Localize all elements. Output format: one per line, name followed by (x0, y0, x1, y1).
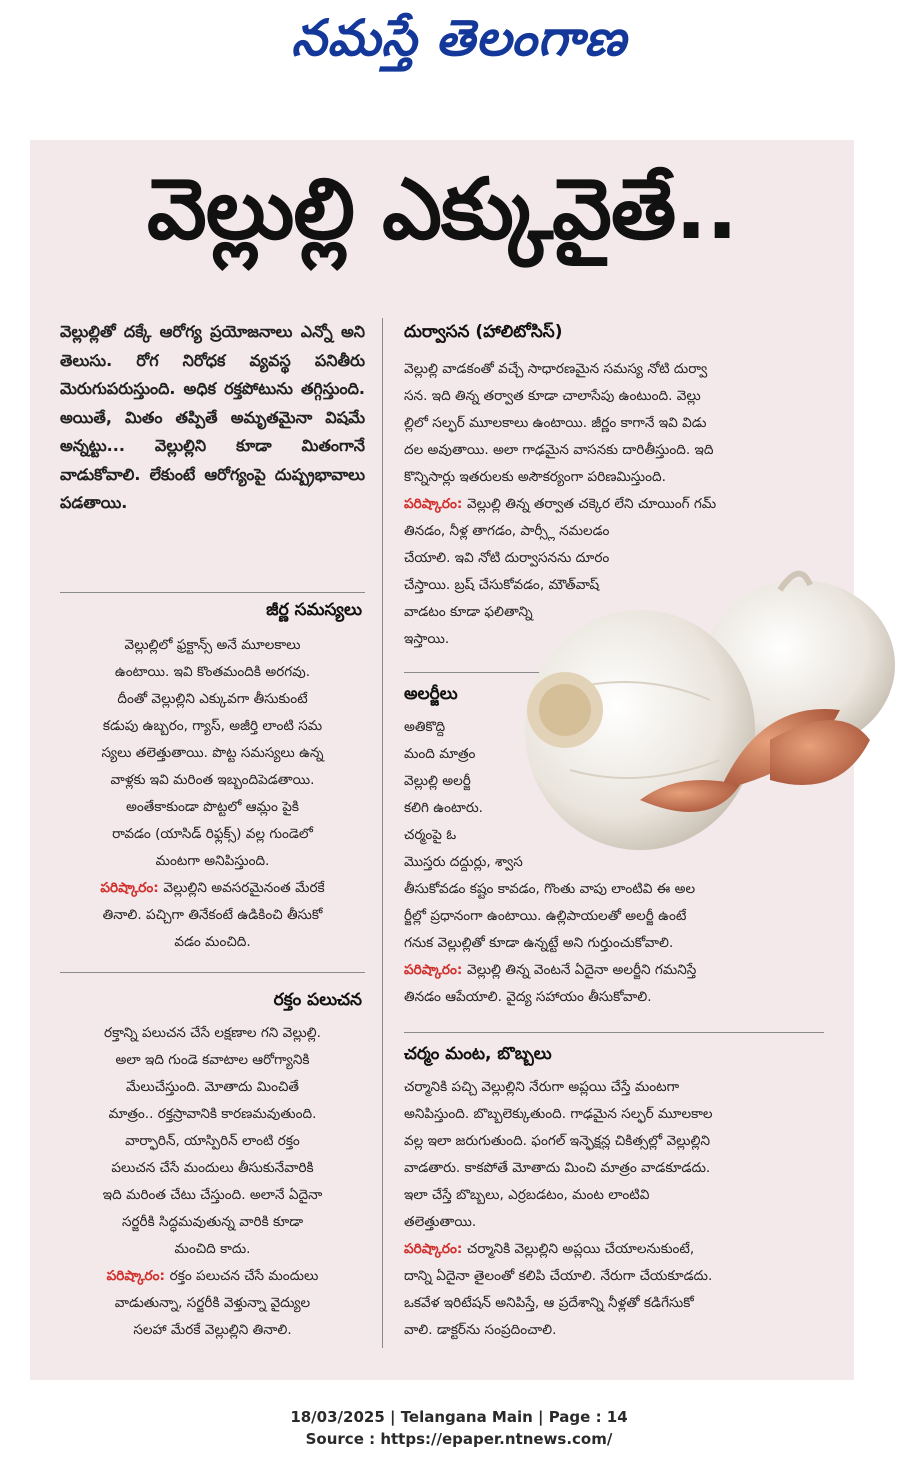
garlic-illustration (510, 570, 910, 870)
solution-line (404, 1290, 824, 1317)
body-line: మాత్రం.. రక్తస్రావానికి కారణమవుతుంది. (108, 1106, 317, 1122)
solution-text: తినడం ఆపేయాలి. వైద్య సహాయం తీసుకోవాలి. (404, 989, 652, 1005)
body-line: మంది మాత్రం (404, 746, 476, 762)
body-line: మేలుచేస్తుంది. మోతాదు మించితే (126, 1079, 299, 1095)
solution-text: వెల్లుల్లిని అవసరమైనంత మేరకే (163, 880, 325, 896)
body-line: తలెత్తుతాయి. (404, 1214, 477, 1230)
body-line: ఉంటాయి. ఇవి కొంతమందికి అరగవు. (114, 664, 311, 680)
solution-text: రక్తం పలుచన చేసే మందులు (169, 1268, 319, 1284)
section-title-blood: రక్తం పలుచన (273, 990, 362, 1010)
body-line: వల్ల ఇలా జరుగుతుంది. ఫంగల్ ఇన్ఫెక్షన్ల చికిత్సల్లో వెల్లుల్లిని (404, 1133, 711, 1149)
body-line: మంచిది కాదు. (174, 1241, 251, 1257)
section-body-digestion (60, 632, 365, 956)
section-title-digestion: జీర్ణ సమస్యలు (266, 600, 362, 620)
intro-paragraph: వెల్లుల్లితో దక్కే ఆరోగ్య ప్రయోజనాలు ఎన్నో అని తెలుసు. రోగ నిరోధక వ్యవస్థ పనితీరు మెరుగుపరుస్తుంది. అధిక రక్తపోటును తగ్గిస్తుంది. అయితే, మితం తప్పితే అమృతమైనా విషమే అన్నట్టు... వెల్లుల్లిని కూడా మితంగానే వాడుకోవాలి. లేకుంటే ఆరోగ్యంపై దుష్ప్రభావాలు పడతాయి. (60, 322, 365, 512)
solution-text: వెల్లుల్లి తిన్న వెంటనే ఏదైనా అలర్జీని గమనిస్తే (467, 962, 697, 978)
solution-line (60, 929, 365, 956)
solution-text: వాలి. డాక్టర్‌ను సంప్రదించాలి. (404, 1322, 557, 1338)
body-line: గనుక వెల్లుల్లితో కూడా ఉన్నట్టే అని గుర్తుంచుకోవాలి. (404, 935, 674, 951)
body-line: దీంతో వెల్లుల్లిని ఎక్కువగా తీసుకుంటే (117, 691, 308, 707)
solution-label: పరిష్కారం: (404, 1241, 468, 1257)
section-title-skin: చర్మం మంట, బొబ్బలు (404, 1044, 552, 1064)
solution-text: చేయాలి. ఇవి నోటి దుర్వాసనను దూరం (404, 550, 610, 566)
article-headline: వెల్లుల్లి ఎక్కువైతే.. (146, 160, 737, 258)
solution-text: చేస్తాయి. బ్రష్ చేసుకోవడం, మౌత్‌వాష్ (404, 577, 600, 593)
solution-line (60, 1317, 365, 1344)
footer-source: Source : https://epaper.ntnews.com/ (305, 1430, 613, 1448)
divider (60, 972, 365, 973)
body-line: వాళ్లకు ఇవి మరింత ఇబ్బందిపెడతాయి. (110, 772, 315, 788)
solution-text: ఇస్తాయి. (404, 631, 450, 647)
body-line: తీసుకోవడం కష్టం కావడం, గొంతు వాపు లాంటివి ఈ అల (404, 881, 696, 897)
body-line: కొన్నిసార్లు ఇతరులకు అసౌకర్యంగా పరిణమిస్తుంది. (404, 469, 666, 485)
masthead-logo: నమస్తే తెలంగాణ (291, 8, 627, 67)
footer-date-edition: 18/03/2025 | Telangana Main | Page : 14 (290, 1408, 628, 1426)
section-body-blood (60, 1020, 365, 1344)
body-line: కలిగి ఉంటారు. (404, 800, 483, 816)
body-line: చర్మానికి పచ్చి వెల్లుల్లిని నేరుగా అప్లయి చేస్తే మంటగా (404, 1079, 680, 1095)
solution-line (60, 1290, 365, 1317)
body-line: స్యలు తలెత్తుతాయి. పొట్ట సమస్యలు ఉన్న (101, 745, 324, 761)
body-line: రావడం (యాసిడ్ రిఫ్లక్స్) వల్ల గుండెలో (112, 826, 313, 842)
body-line: మంటగా అనిపిస్తుంది. (155, 853, 270, 869)
body-line: ఇలా చేస్తే బొబ్బలు, ఎర్రబడటం, మంట లాంటివి (404, 1187, 650, 1203)
solution-line (404, 491, 824, 518)
solution-line (60, 902, 365, 929)
body-line: ఇది మరింత చేటు చేస్తుంది. అలానే ఏదైనా (102, 1187, 323, 1203)
solution-line (404, 518, 824, 545)
solution-label: పరిష్కారం: (106, 1268, 170, 1284)
body-line: అనిపిస్తుంది. బొబ్బలెక్కుతుంది. గాఢమైన సల్ఫర్ మూలకాల (404, 1106, 713, 1122)
column-divider (382, 318, 383, 1348)
section-title-allergy: అలర్జీలు (404, 684, 458, 704)
body-line: వెల్లుల్లిలో ఫ్రక్టాన్స్ అనే మూలకాలు (124, 637, 301, 653)
solution-text: వడం మంచిది. (174, 934, 251, 950)
solution-text: తినడం, నీళ్ల తాగడం, పార్స్లీ నమలడం (404, 523, 610, 539)
solution-line (60, 875, 365, 902)
solution-line (60, 1263, 365, 1290)
solution-line (404, 1263, 824, 1290)
solution-label: పరిష్కారం: (404, 962, 468, 978)
body-line: వెల్లుల్లి వాడకంతో వచ్చే సాధారణమైన సమస్య నోటి దుర్వా (404, 361, 708, 377)
section-title-halitosis: దుర్వాసన (హాలిటోసిస్) (404, 322, 563, 342)
body-line: ల్లిలో సల్ఫర్ మూలకాలు ఉంటాయి. జీర్ణం కాగానే ఇవి విడు (404, 415, 707, 431)
solution-line (404, 545, 824, 572)
section-body-skin (404, 1074, 824, 1344)
body-line: వెల్లుల్లి అలర్జీ (404, 773, 471, 789)
solution-text: వాడటం కూడా ఫలితాన్ని (404, 604, 533, 620)
body-line: సర్జరీకి సిద్ధమవుతున్న వారికి కూడా (121, 1214, 304, 1230)
solution-line (404, 957, 824, 984)
body-line: కడుపు ఉబ్బరం, గ్యాస్, అజీర్తి లాంటి సమ (102, 718, 323, 734)
solution-text: ఒకవేళ ఇరిటేషన్ అనిపిస్తే, ఆ ప్రదేశాన్ని నీళ్లతో కడిగేసుకో (404, 1295, 694, 1311)
solution-line (404, 1317, 824, 1344)
body-line: సన. ఇది తిన్న తర్వాత కూడా చాలాసేపు ఉంటుంది. వెల్లు (404, 388, 701, 404)
body-line: పలుచన చేసే మందులు తీసుకునేవారికి (111, 1160, 314, 1176)
body-line: వాడతారు. కాకపోతే మోతాదు మించి మాత్రం వాడకూడదు. (404, 1160, 711, 1176)
body-line: రక్తాన్ని పలుచన చేసే లక్షణాల గని వెల్లుల్లి. (104, 1025, 321, 1041)
body-line: మొస్తరు దద్దుర్లు, శ్వాస (404, 854, 523, 870)
body-line: వార్ఫారిన్, యాస్పిరిన్ లాంటి రక్తం (125, 1133, 300, 1149)
solution-text: చర్మానికి వెల్లుల్లిని అప్లయి చేయాలనుకుంటే, (467, 1241, 695, 1257)
solution-text: వాడుతున్నా, సర్జరీకి వెళ్తున్నా వైద్యుల (114, 1295, 311, 1311)
solution-text: తినాలి. పచ్చిగా తినేకంటే ఉడికించి తీసుకో (102, 907, 323, 923)
divider (60, 592, 365, 593)
body-line: దల అవుతాయి. అలా గాఢమైన వాసనకు దారితీస్తుంది. ఇది (404, 442, 714, 458)
body-line: అంతేకాకుండా పొట్టలో ఆమ్లం పైకి (126, 799, 299, 815)
solution-line (404, 1236, 824, 1263)
body-line: ర్జీల్లో ప్రధానంగా ఉంటాయి. ఉల్లిపాయలతో అలర్జీ ఉంటే (404, 908, 687, 924)
body-line: అలా ఇది గుండె కవాటాల ఆరోగ్యానికి (115, 1052, 310, 1068)
body-line: అతికొద్ది (404, 719, 446, 735)
solution-label: పరిష్కారం: (404, 496, 468, 512)
solution-text: వెల్లుల్లి తిన్న తర్వాత చక్కెర లేని చూయింగ్ గమ్ (467, 496, 717, 512)
solution-label: పరిష్కారం: (100, 880, 164, 896)
divider (404, 1032, 824, 1033)
solution-line (404, 984, 824, 1011)
solution-text: దాన్ని ఏదైనా తైలంతో కలిపి చేయాలి. నేరుగా చేయకూడదు. (404, 1268, 713, 1284)
solution-text: సలహా మేరకే వెల్లుల్లిని తినాలి. (133, 1322, 292, 1338)
body-line: చర్మంపై ఓ (404, 827, 457, 843)
